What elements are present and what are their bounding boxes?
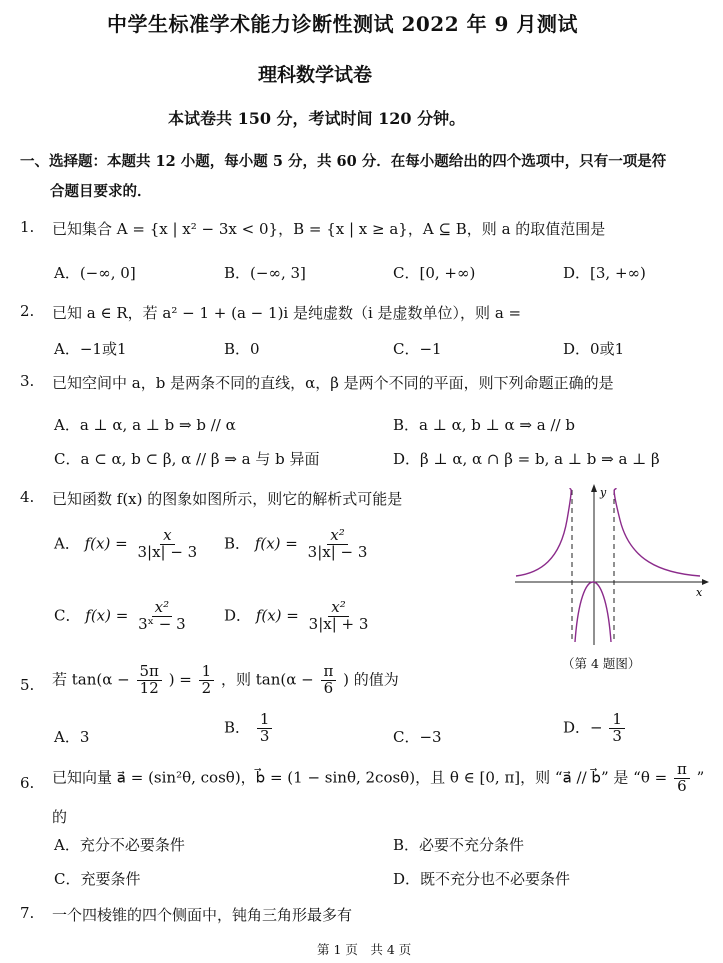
q4-option-d-lhs: f(x) = — [255, 606, 299, 625]
q3-option-d: D．β ⊥ α, α ∩ β = b, a ⊥ b ⇒ a ⊥ β — [393, 450, 660, 468]
q4-function-graph — [510, 480, 715, 650]
q2-number: 2. — [20, 302, 35, 320]
q5-number: 5. — [20, 676, 35, 694]
q5-fraction-2 — [199, 664, 215, 697]
graph-y-arrow — [591, 484, 597, 492]
q2-option-d: D．0或1 — [563, 340, 625, 358]
q4-option-c-lhs: f(x) = — [85, 606, 129, 625]
q3-option-b: B．a ⊥ α, b ⊥ α ⇒ a // b — [393, 416, 575, 434]
q1-number: 1. — [20, 218, 35, 236]
q4-option-a-lhs: f(x) = — [84, 534, 128, 553]
q3-number: 3. — [20, 372, 35, 390]
q5-pre: 若 tan(α − — [52, 670, 130, 689]
section-heading: 一、选择题：本题共 12 小题，每小题 5 分，共 60 分．在每小题给出的四个选项中，只有一项是符 — [20, 153, 667, 170]
q6-option-c: C．充要条件 — [54, 870, 141, 888]
q3-option-a: A．a ⊥ α, a ⊥ b ⇒ b // α — [54, 416, 236, 434]
q4-option-a-num: x — [160, 528, 174, 545]
q4-option-b-num: x² — [327, 528, 347, 545]
graph-curve-left — [516, 488, 571, 576]
q4-figure-caption: （第 4 题图） — [562, 656, 641, 671]
q6-fraction — [674, 762, 690, 795]
q4-option-b-den: 3|x| − 3 — [307, 542, 368, 561]
graph-y-label: y — [600, 486, 607, 499]
q5-option-d — [563, 712, 627, 745]
q3-option-c: C．a ⊂ α, b ⊂ β, α // β ⇒ a 与 b 异面 — [54, 450, 320, 468]
q7-number: 7. — [20, 904, 35, 922]
q5-fraction-1 — [137, 664, 162, 697]
q4-option-b-lhs: f(x) = — [254, 534, 298, 553]
q6-option-d: D．既不充分也不必要条件 — [393, 870, 571, 888]
q1-option-b: B．(−∞, 3] — [224, 264, 306, 282]
q5-option-b-fraction — [257, 712, 273, 745]
q6-text — [52, 762, 704, 795]
q5-option-d-num: 1 — [609, 712, 625, 729]
q4-option-b-label: B． — [224, 534, 251, 553]
q4-option-d-label: D． — [224, 606, 252, 625]
q5-option-d-den: 3 — [612, 726, 622, 745]
q5-f1-den: 12 — [139, 678, 159, 697]
q4-option-d-fraction — [306, 600, 372, 633]
exam-info: 本试卷共 150 分，考试时间 120 分钟。 — [168, 109, 466, 128]
q7-text: 一个四棱锥的四个侧面中，钝角三角形最多有 — [52, 906, 353, 924]
q5-option-b — [224, 712, 274, 745]
q5-option-d-fraction — [609, 712, 625, 745]
q5-text — [52, 664, 399, 697]
q5-option-d-label: D．− — [563, 718, 603, 737]
exam-title: 中学生标准学术能力诊断性测试 2022 年 9 月测试 — [107, 12, 578, 36]
q4-option-b-fraction — [305, 528, 371, 561]
q5-option-b-den: 3 — [259, 726, 270, 745]
q4-option-a — [54, 528, 202, 561]
q5-option-a: A．3 — [54, 728, 90, 746]
q5-option-c: C．−3 — [393, 728, 442, 746]
q5-f2-den: 2 — [201, 678, 212, 697]
q2-option-a: A．−1或1 — [54, 340, 127, 358]
q5-mid: ) = — [168, 670, 192, 689]
q6-tail: ” — [696, 768, 705, 787]
graph-x-arrow — [702, 579, 709, 585]
q4-option-c-fraction — [135, 600, 189, 633]
q6-option-a: A．充分不必要条件 — [54, 836, 185, 854]
q5-mid2: ，则 tan(α − — [221, 670, 314, 689]
q1-option-d: D．[3, +∞) — [563, 264, 646, 282]
q4-option-c-num: x² — [152, 600, 172, 617]
q4-option-d — [224, 600, 373, 633]
q4-number: 4. — [20, 488, 35, 506]
q4-option-d-den: 3|x| + 3 — [308, 614, 369, 633]
q2-option-c: C．−1 — [393, 340, 442, 358]
q1-text: 已知集合 A = {x | x² − 3x < 0}，B = {x | x ≥ a}，A ⊆ B，则 a 的取值范围是 — [52, 220, 606, 238]
q5-f3-num: π — [321, 664, 337, 681]
q6-frac-num: π — [674, 762, 690, 779]
q4-option-c-den: 3ˣ − 3 — [138, 614, 186, 633]
q4-option-b — [224, 528, 372, 561]
q5-f3-den: 6 — [323, 678, 334, 697]
q2-option-b: B．0 — [224, 340, 260, 358]
q5-option-b-num: 1 — [257, 712, 273, 729]
q5-f2-num: 1 — [199, 664, 215, 681]
q3-text: 已知空间中 a，b 是两条不同的直线，α，β 是两个不同的平面，则下列命题正确的是 — [52, 374, 614, 392]
q4-option-c — [54, 600, 191, 633]
q1-option-a: A．(−∞, 0] — [54, 264, 136, 282]
page-footer: 第 1 页 共 4 页 — [317, 942, 412, 957]
q4-option-a-den: 3|x| − 3 — [137, 542, 198, 561]
q6-number: 6. — [20, 774, 35, 792]
q4-option-a-label: A． — [54, 534, 80, 553]
q2-text: 已知 a ∈ R，若 a² − 1 + (a − 1)i 是纯虚数（i 是虚数单位），则 a = — [52, 304, 522, 322]
q5-option-b-label: B． — [224, 718, 251, 737]
q4-option-a-fraction — [134, 528, 200, 561]
q4-option-c-label: C． — [54, 606, 81, 625]
q5-fraction-3 — [321, 664, 337, 697]
q4-option-d-num: x² — [328, 600, 348, 617]
exam-subtitle: 理科数学试卷 — [258, 64, 373, 86]
section-heading-cont: 合题目要求的． — [50, 183, 152, 200]
q6-frac-den: 6 — [677, 776, 687, 795]
graph-curve-right — [614, 488, 700, 576]
graph-curve-middle — [575, 582, 611, 642]
q6-main: 已知向量 a⃗ = (sin²θ, cosθ)，b⃗ = (1 − sinθ, 2cosθ)，且 θ ∈ [0, π]，则 “a⃗ // b⃗” 是 “θ = — [52, 768, 668, 787]
q5-post: ) 的值为 — [343, 670, 399, 689]
q4-text: 已知函数 f(x) 的图象如图所示，则它的解析式可能是 — [52, 490, 403, 508]
q6-option-b: B．必要不充分条件 — [393, 836, 525, 854]
q5-f1-num: 5π — [137, 664, 162, 681]
graph-x-label: x — [696, 586, 703, 599]
q1-option-c: C．[0, +∞) — [393, 264, 476, 282]
q6-text-cont: 的 — [52, 808, 68, 826]
